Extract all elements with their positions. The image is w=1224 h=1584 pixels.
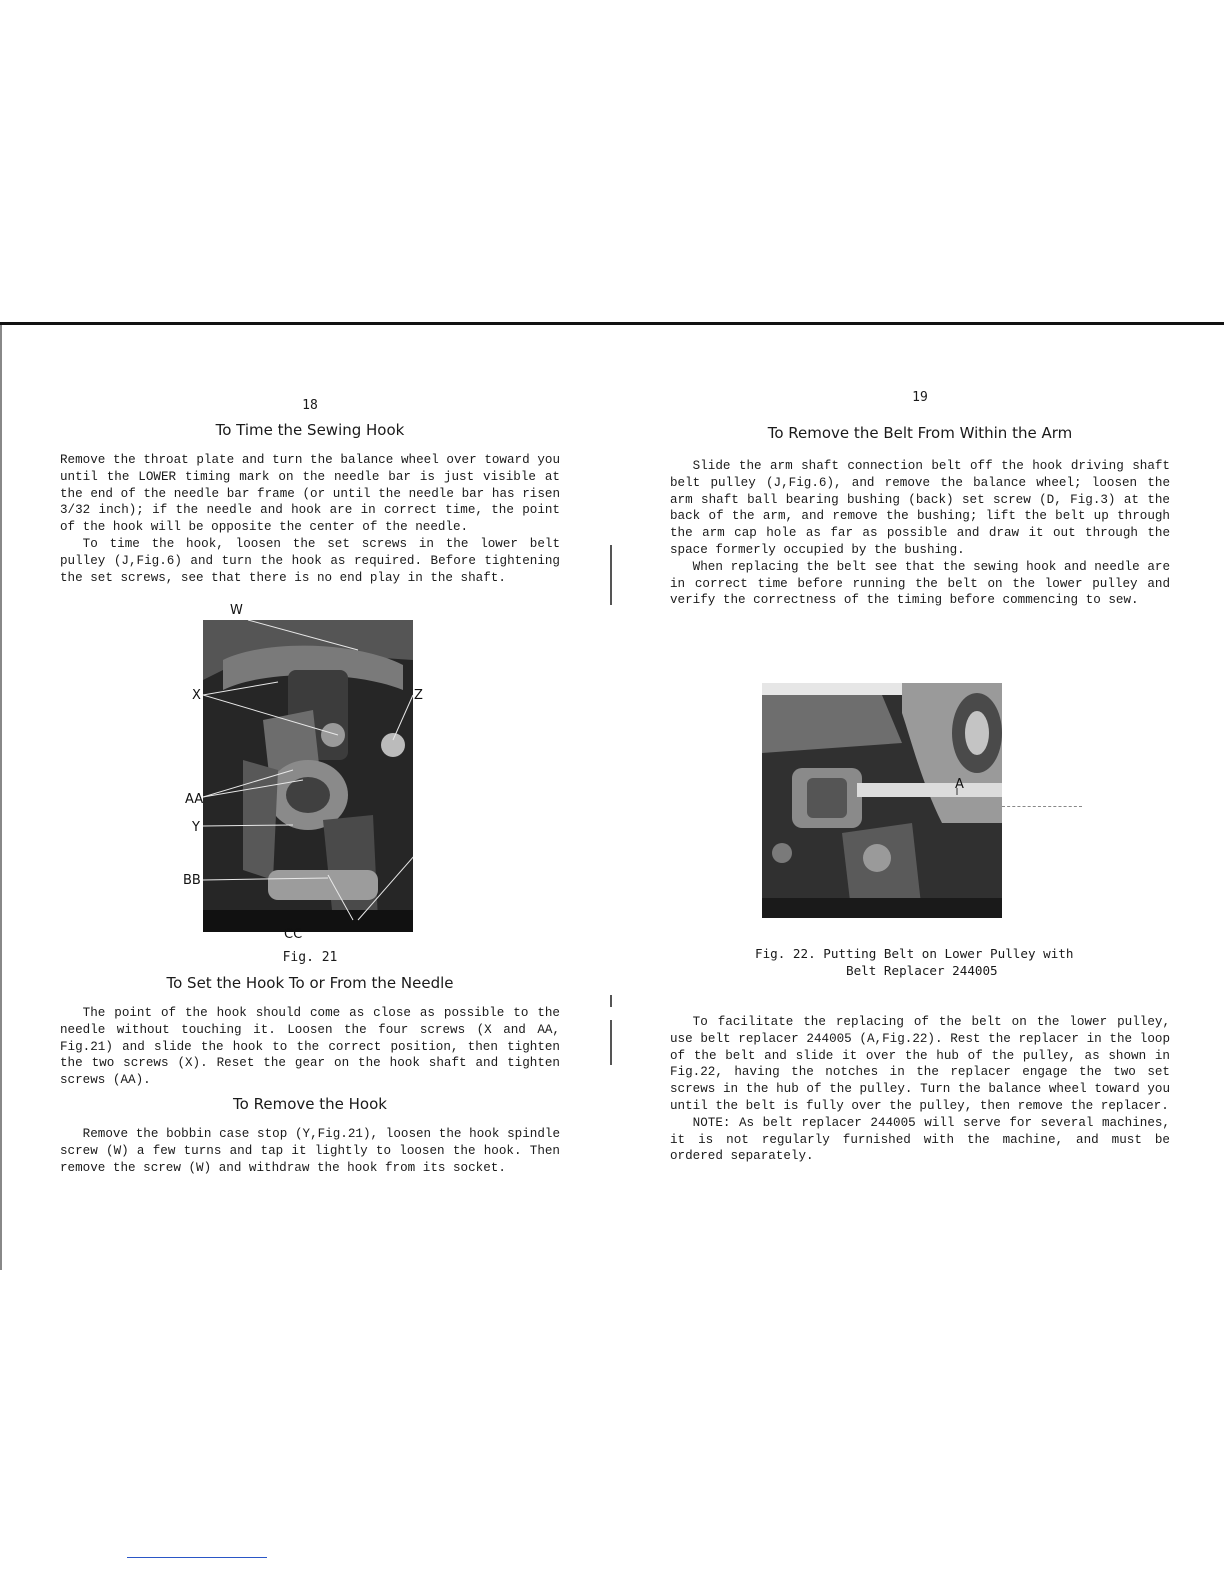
callout-label: Z	[414, 688, 423, 703]
left-border-rule	[0, 325, 2, 1270]
gutter-mark	[610, 995, 612, 1007]
section-heading: To Remove the Hook	[233, 1095, 387, 1113]
figure-caption: Belt Replacer 244005	[846, 963, 998, 978]
paragraph-block	[60, 452, 560, 586]
section-heading: To Set the Hook To or From the Needle	[166, 974, 454, 992]
callout-label: CC	[284, 927, 303, 942]
callout-label: AA	[185, 792, 204, 807]
figure-caption: Fig. 22. Putting Belt on Lower Pulley with	[755, 946, 1074, 961]
top-border-rule	[0, 322, 1224, 325]
section-heading: To Remove the Belt From Within the Arm	[767, 424, 1073, 442]
figure-22-photo	[762, 683, 1002, 918]
paragraph: To time the hook, loosen the set screws in the lower belt pulley (J,Fig.6) and turn the hook as required. Before tightening the set screws, see that there is no end play in the shaft.	[60, 536, 560, 585]
callout-label: BB	[183, 873, 201, 888]
belt-replacer-illustration	[762, 683, 1002, 918]
replacer-extension-line	[1002, 806, 1082, 808]
figure-caption: Fig. 21	[282, 950, 338, 965]
paragraph-block	[670, 458, 1170, 609]
paragraph-block	[60, 1126, 560, 1176]
hook-assembly-illustration	[203, 620, 413, 932]
callout-label: Y	[192, 820, 200, 835]
section-heading: To Time the Sewing Hook	[215, 421, 405, 439]
paragraph: Remove the bobbin case stop (Y,Fig.21), loosen the hook spindle screw (W) a few turns and tap it lightly to loosen the hook. Then remove the screw (W) and withdraw the hook from its socket.	[60, 1127, 560, 1175]
callout-label: A	[955, 777, 964, 792]
paragraph-block	[60, 1005, 560, 1089]
paragraph: Slide the arm shaft connection belt off the hook driving shaft belt pulley (J,Fig.6), and remove the balance wheel; loosen the arm shaft ball bearing bushing (back) set screw (D, Fig.3) at the back of the arm, and remove the bushing; lift the belt up through the arm cap hole as far as possible and draw it out through the space formerly occupied by the bushing.	[670, 459, 1170, 557]
paragraph: When replacing the belt see that the sewing hook and needle are in correct time before running the belt on the lower pulley and verify the correctness of the timing before commencing to sew.	[670, 559, 1170, 608]
paragraph: To facilitate the replacing of the belt on the lower pulley, use belt replacer 244005 (A,Fig.22). Rest the replacer in the loop of the belt and slide it over the hub of the pulley, as shown in Fig.22, having the notches in the replacer engage the two set screws in the hub of the pulley. Turn the balance wheel toward you until the belt is fully over the pulley, then remove the replacer.	[670, 1015, 1170, 1113]
paragraph: Remove the throat plate and turn the balance wheel over toward you until the LOWER timing mark on the needle bar is just visible at the end of the needle bar frame (or until the needle bar has risen 3/32 inch); if the needle and hook are in correct time, the point of the hook will be opposite the center of the needle.	[60, 453, 560, 535]
gutter-mark	[610, 545, 612, 605]
paragraph-block	[670, 1014, 1170, 1165]
page-number: 19	[912, 390, 928, 405]
figure-21-photo	[203, 620, 413, 932]
callout-label: X	[192, 688, 201, 703]
page-number: 18	[302, 398, 318, 413]
paragraph: The point of the hook should come as close as possible to the needle without touching it. Loosen the four screws (X and AA, Fig.21) and slide the hook to the correct position, then tighten the two screws (X). Reset the gear on the hook shaft and tighten screws (AA).	[60, 1006, 560, 1088]
callout-label: W	[230, 603, 243, 618]
paragraph: NOTE: As belt replacer 244005 will serve for several machines, it is not regularly furnished with the machine, and must be ordered separately.	[670, 1115, 1170, 1164]
gutter-mark	[610, 1020, 612, 1065]
bottom-blue-rule	[127, 1557, 267, 1558]
